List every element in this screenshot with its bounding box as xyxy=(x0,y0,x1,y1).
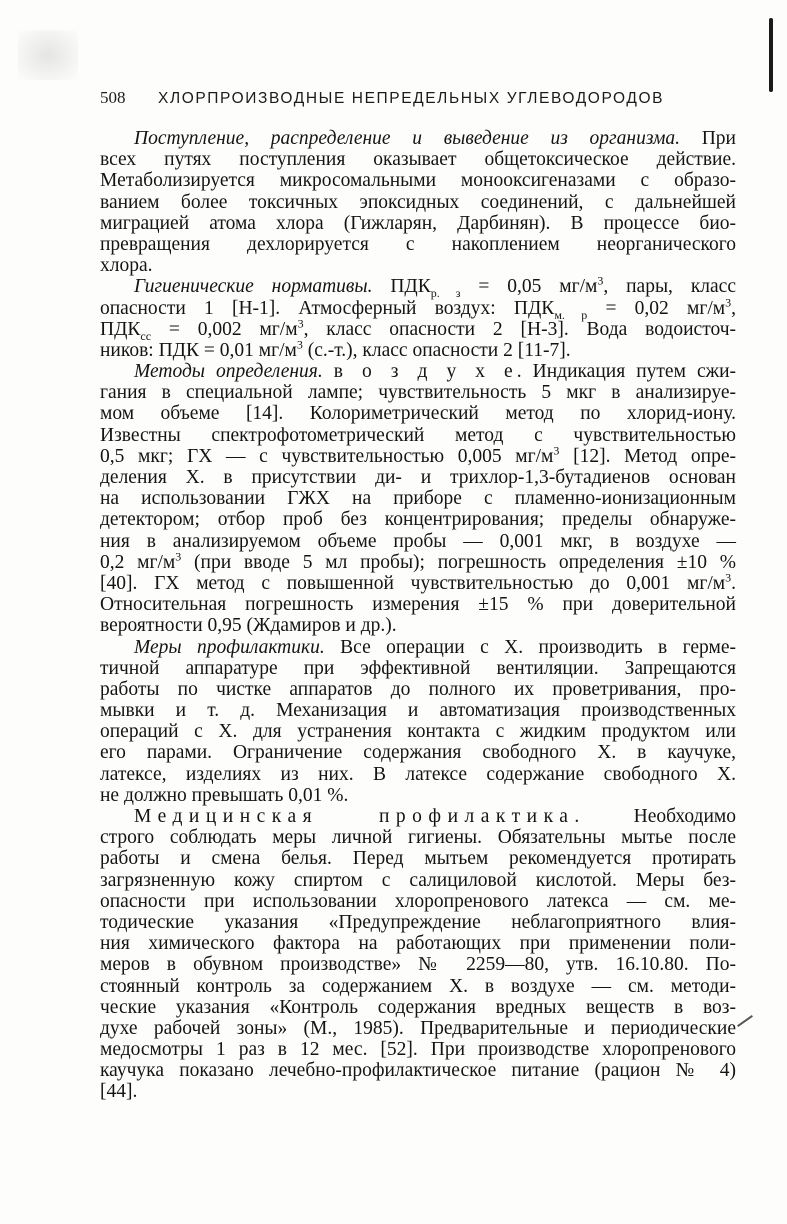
text-line: ческие указания «Контроль содержания вредных веществ в воз- xyxy=(100,996,736,1018)
text-line: на использовании ГЖХ на приборе с пламенно-ионизационным xyxy=(100,488,736,510)
paragraph-methods xyxy=(100,361,736,636)
paragraph-intake xyxy=(100,128,736,276)
text-line: Медицинская профилактика. Необходимо xyxy=(134,806,736,827)
text-line: 0,5 мкг; ГХ — с чувствительностью 0,005 $мг/м^3$ [12]. Метод опре- xyxy=(100,443,736,467)
text-line: [44]. xyxy=(100,1081,138,1103)
text-line: [40]. ГХ метод с повышенной чувствительностью до 0,001 $мг/м^3$. xyxy=(100,570,736,594)
text-line: $ПДК_{сс} = 0,002$ $мг/м^3$, класс опасности 2 [Н-3]. Вода водоисточ- xyxy=(100,316,737,343)
text-line: превращения дехлорируется с накоплением неорганического xyxy=(100,233,736,255)
text-line: тодические указания «Предупреждение неблагоприятного влия- xyxy=(100,911,736,933)
scan-smudge xyxy=(18,30,78,80)
text-line: строго соблюдать меры личной гигиены. Обязательны мытье после xyxy=(100,827,736,849)
pencil-mark xyxy=(737,1015,753,1027)
text-line: мом объеме [14]. Колориметрический метод по хлорид-иону. xyxy=(100,403,736,425)
spaced-term: в о з д у х е xyxy=(333,361,517,383)
text-line: работы и смена белья. Перед мытьем рекомендуется протирать xyxy=(100,848,736,870)
text-line: опасности при использовании хлоропренового латекса — см. ме- xyxy=(100,890,736,912)
text-line: духе рабочей зоны» (М., 1985). Предварительные и периодические xyxy=(100,1017,736,1039)
section-heading: Гигиенические нормативы. xyxy=(134,276,373,298)
paragraph-hygiene-standards xyxy=(100,273,737,361)
text-line: стоянный контроль за содержанием Х. в воздухе — см. методи- xyxy=(100,975,736,997)
page-body xyxy=(100,128,736,1128)
text-line: тичной аппаратуре при эффективной вентиляции. Запрещаются xyxy=(100,657,736,679)
text-line: гания в специальной лампе; чувствительность 5 мкг в анализируе- xyxy=(100,382,736,404)
section-heading: Меры профилактики. xyxy=(134,636,325,658)
text-line: ванием более токсичных эпоксидных соединений, с дальнейшей xyxy=(100,191,736,213)
text-line: ния в анализируемом объеме пробы — 0,001 мкг, в воздухе — xyxy=(100,530,736,552)
text-line: деления Х. в присутствии ди- и трихлор-1,3-бутадиенов основан xyxy=(100,467,736,488)
text-line: не должно превышать 0,01 %. xyxy=(100,784,349,806)
section-heading: Методы определения. xyxy=(134,361,323,383)
text-line: меров в обувном производстве» № 2259—80, утв. 16.10.80. По- xyxy=(100,954,736,976)
text-line: ния химического фактора на работающих при применении поли- xyxy=(100,933,736,955)
spaced-heading: Медицинская профилактика xyxy=(134,806,575,827)
text-line: Поступление, распределение и выведение из организма. При xyxy=(134,128,736,149)
text-line: Меры профилактики. Все операции с Х. производить в герме- xyxy=(134,636,736,658)
paragraph-prevention xyxy=(100,637,736,807)
section-heading: Поступление, распределение и выведение из организма. xyxy=(134,128,681,149)
chapter-title: ХЛОРПРОИЗВОДНЫЕ НЕПРЕДЕЛЬНЫХ УГЛЕВОДОРОДОВ xyxy=(158,90,665,107)
text-line: хлора. xyxy=(100,255,153,277)
running-header xyxy=(100,88,740,112)
text-line: вероятности 0,95 (Ждамиров и др.). xyxy=(100,615,397,637)
text-line: ников: ПДК = 0,01 $мг/м^3$ (с.-т.), класс опасности 2 [11-7]. xyxy=(100,337,571,361)
text-line: каучука показано лечебно-профилактическое питание (рацион № 4) xyxy=(100,1060,736,1082)
text-line: операций с Х. для устранения контакта с жидким продуктом или xyxy=(100,721,736,743)
paragraph-medical-prevention xyxy=(100,806,736,1103)
text-line: мывки и т. д. Механизация и автоматизация производственных xyxy=(100,700,736,722)
page-number: 508 xyxy=(100,88,126,107)
text-line: Метаболизируется микросомальными монооксигеназами с образо- xyxy=(100,170,736,192)
text-line: латексе, изделиях из них. В латексе содержание свободного Х. xyxy=(100,763,736,785)
text-line: его парами. Ограничение содержания свободного Х. в каучуке, xyxy=(100,742,736,764)
text-line: Гигиенические нормативы. $ПДК_{р. з} = 0,05$ $мг/м^3$, пары, класс xyxy=(134,273,736,301)
text-line: миграцией атома хлора (Гижларян, Дарбинян). В процессе био- xyxy=(100,212,736,234)
text-line: загрязненную кожу спиртом с салициловой кислотой. Меры без- xyxy=(100,869,736,891)
scan-edge-mark xyxy=(769,18,773,92)
text-line: детектором; отбор проб без концентрирования; пределы обнаруже- xyxy=(100,509,736,531)
text-line: всех путях поступления оказывает общетоксическое действие. xyxy=(100,149,736,171)
text-line: работы по чистке аппаратов до полного их проветривания, про- xyxy=(100,678,736,700)
text-line: Относительная погрешность измерения ±15 % при доверительной xyxy=(100,594,736,616)
text-line: медосмотры 1 раз в 12 мес. [52]. При производстве хлоропренового xyxy=(100,1039,736,1061)
text-line: Известны спектрофотометрический метод с чувствительностью xyxy=(100,424,736,446)
text-line: Методы определения. в о з д у х е. Индикация путем сжи- xyxy=(134,361,736,383)
text-line: опасности 1 [Н-1]. Атмосферный воздух: $ПДК_{м. р} = 0,02$ $мг/м^3$, xyxy=(100,295,736,322)
text-line: 0,2 $мг/м^3$ (при вводе 5 мл пробы); погрешность определения ±10 % xyxy=(100,549,736,573)
